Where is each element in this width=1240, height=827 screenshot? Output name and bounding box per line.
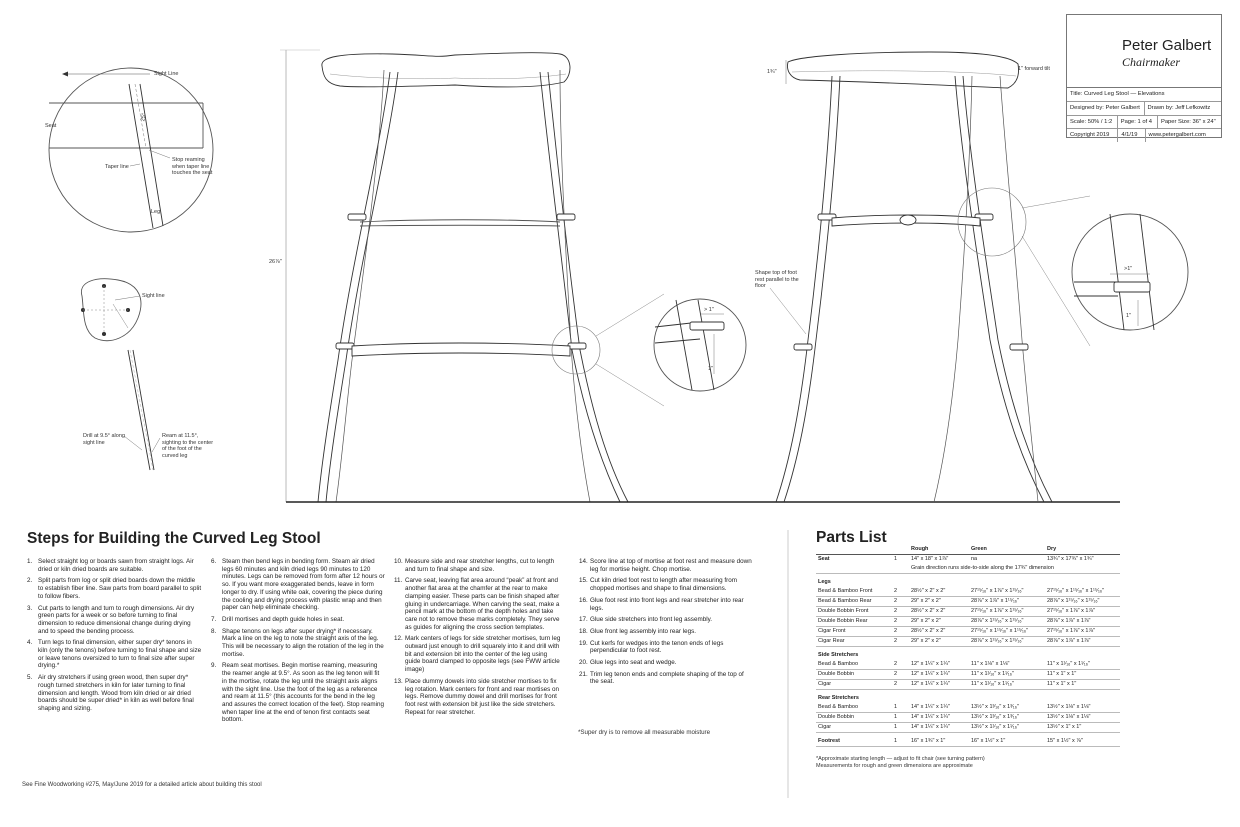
- steps-list: [27, 558, 202, 713]
- parts-cell-qty: 2: [892, 617, 909, 627]
- parts-cell-name: Double Bobbin: [816, 670, 892, 680]
- step-number: 5.: [27, 674, 33, 682]
- parts-cell-name: Double Bobbin Front: [816, 607, 892, 617]
- label-drill: Drill at 9.5° along sight line: [83, 433, 125, 446]
- parts-row: [816, 703, 1120, 713]
- tb-designed-by: Designed by: Peter Galbert: [1067, 102, 1145, 115]
- label-ream: Ream at 11.5°, sighting to the center of the foot of the curved leg: [162, 433, 214, 459]
- parts-cell-green: 27¹⁵⁄₁₆" x 1⅞" x 1¹⁵⁄₁₆": [969, 607, 1045, 617]
- dim-1-side: 1": [1126, 313, 1132, 319]
- parts-cell-rough: 28½" x 2" x 2": [909, 607, 969, 617]
- step-item: [579, 597, 754, 612]
- step-text: Cut parts to length and turn to rough dimensions. Air dry green parts for a week or so before turning to final dimension to reduce dimensional change during drying and to speed the bending process.: [38, 604, 195, 635]
- title-block: [1066, 14, 1222, 138]
- seat-plan-shape: [81, 279, 141, 341]
- parts-cell-name: Bead & Bamboo: [816, 660, 892, 670]
- step-item: [579, 616, 754, 624]
- parts-cell-name: Double Bobbin: [816, 713, 892, 723]
- parts-list: [816, 545, 1120, 770]
- parts-note-2: Measurements for rough and green dimensions are approximate: [816, 763, 973, 769]
- steps-col-4: [579, 558, 754, 690]
- parts-cell-qty: 2: [892, 680, 909, 690]
- step-item: [579, 577, 754, 592]
- parts-cell-rough: 29" x 2" x 2": [909, 637, 969, 647]
- parts-cell-rough: 14" x 1¼" x 1¼": [909, 723, 969, 733]
- steps-col-1: [27, 558, 202, 717]
- seat-qty: 1: [894, 556, 898, 562]
- step-item: [27, 674, 202, 713]
- step-number: 13.: [394, 677, 403, 685]
- parts-row: [816, 723, 1120, 733]
- parts-cell-name: Cigar: [816, 723, 892, 733]
- step-item: [27, 605, 202, 636]
- parts-cell-dry: 11" x 1" x 1": [1045, 680, 1120, 690]
- seat-rough: 14" x 18" x 1⅞": [911, 556, 949, 562]
- parts-cell-name: Double Bobbin Rear: [816, 617, 892, 627]
- dim-1-front: 1": [708, 366, 714, 372]
- step-number: 3.: [27, 604, 33, 612]
- parts-row: [816, 670, 1120, 680]
- step-text: Glue foot rest into front legs and rear stretcher into rear legs.: [590, 596, 744, 612]
- parts-cell-qty: 2: [892, 597, 909, 607]
- parts-group-row: [816, 690, 1120, 704]
- seat-detail-circle: [49, 68, 213, 232]
- parts-cell-qty: 2: [892, 670, 909, 680]
- parts-group-label: Side Stretchers: [818, 652, 859, 658]
- parts-cell-qty: 2: [892, 637, 909, 647]
- step-text: Turn legs to final dimension, either super dry* tenons in kiln (only the tenons) before turning to final shape and size or leave tenons oversized to turn to final size after super drying.*: [38, 639, 202, 670]
- title-block-logo: [1067, 15, 1221, 88]
- dim-gt1-side: >1": [1124, 266, 1133, 272]
- step-text: Place dummy dowels into side stretcher mortises to fix leg rotation. Mark centers for front and rear mortises on legs. Remove dummy dowel and drill mortises for front foot rest with extension bit just like the side stretchers. Repeat for rear stretcher.: [405, 677, 559, 716]
- step-text: Measure side and rear stretcher lengths, cut to length and turn to final shape and size.: [405, 558, 555, 573]
- parts-cell-dry: 27¹⁵⁄₁₆" x 1¹⁵⁄₁₆" x 1¹⁵⁄₁₆": [1045, 587, 1120, 597]
- parts-cell-name: Bead & Bamboo Front: [816, 587, 892, 597]
- parts-row: [816, 607, 1120, 617]
- step-item: [211, 616, 385, 624]
- tb-scale: Scale: 50% / 1:2: [1067, 116, 1118, 129]
- step-number: 12.: [394, 635, 403, 643]
- parts-cell-green: 28⅞" x 1¹⁵⁄₁₆" x 1¹⁵⁄₁₆": [969, 617, 1045, 627]
- parts-cell-rough: 12" x 1¼" x 1¼": [909, 670, 969, 680]
- step-item: [27, 639, 202, 670]
- parts-row: [816, 617, 1120, 627]
- step-number: 15.: [579, 577, 588, 585]
- step-number: 7.: [211, 615, 217, 623]
- step-number: 18.: [579, 627, 588, 635]
- step-item: [394, 577, 564, 631]
- parts-group-label: Legs: [818, 579, 831, 585]
- parts-cell-name: Footrest: [816, 737, 892, 747]
- parts-cell-qty: 1: [892, 737, 909, 747]
- parts-cell-rough: 28½" x 2" x 2": [909, 627, 969, 637]
- parts-cell-green: 11" x 1⅛" x 1⅛": [969, 660, 1045, 670]
- parts-row: [816, 737, 1120, 747]
- step-item: [211, 628, 385, 659]
- step-number: 16.: [579, 596, 588, 604]
- parts-row: [816, 713, 1120, 723]
- step-text: Score line at top of mortise at foot rest and measure down leg for mortise height. Chop mortise.: [590, 558, 752, 573]
- dim-gt1-front: > 1": [704, 307, 714, 313]
- parts-cell-dry: 28⅞" x 1⅞" x 1⅞": [1045, 637, 1120, 647]
- parts-group-label: Rear Stretchers: [818, 695, 859, 701]
- parts-cell-dry: 13½" x 1⅛" x 1⅛": [1045, 713, 1120, 723]
- tb-row-title: [1067, 88, 1221, 102]
- seat-row: [816, 555, 1120, 565]
- col-dry: Dry: [1045, 545, 1120, 555]
- parts-cell-rough: 16" x 1¾" x 1": [909, 737, 969, 747]
- tb-website: www.petergalbert.com: [1148, 132, 1206, 139]
- parts-cell-name: Bead & Bamboo: [816, 703, 892, 713]
- step-number: 11.: [394, 577, 403, 585]
- parts-cell-green: 11" x 1¹⁄₁₆" x 1¹⁄₁₆": [969, 670, 1045, 680]
- parts-cell-name: Cigar: [816, 680, 892, 690]
- seat-green: na: [971, 556, 978, 562]
- step-item: [394, 635, 564, 674]
- step-text: Shape tenons on legs after super drying* if necessary. Mark a line on the leg to note the straight axis of the leg. This will be necessary to align the rotation of the leg in the mortise.: [222, 627, 384, 658]
- front-seat: [322, 53, 570, 87]
- step-number: 6.: [211, 558, 217, 565]
- step-item: [579, 671, 754, 686]
- step-text: Cut kiln dried foot rest to length after measuring from chopped mortises and shape to final dimensions.: [590, 577, 737, 593]
- tb-copyright: Copyright 2019: [1067, 129, 1118, 142]
- step-text: Split parts from log or split dried boards down the middle to establish fiber line. Saw parts from board parallel to split to follow fibers.: [38, 577, 202, 600]
- parts-cell-dry: 13½" x 1" x 1": [1045, 723, 1120, 733]
- parts-row: [816, 587, 1120, 597]
- seat-note-row: [816, 564, 1120, 574]
- parts-cell-green: 28⅞" x 1¹⁵⁄₁₆" x 1¹⁵⁄₁₆": [969, 637, 1045, 647]
- super-dry-note: *Super dry is to remove all measurable moisture: [578, 729, 711, 736]
- seat-dry: 13¾" x 17¾" x 1¾": [1047, 556, 1094, 562]
- brand-name: Peter Galbert: [1122, 37, 1212, 54]
- tb-drawn-by: Drawn by: Jeff Lefkowitz: [1147, 104, 1211, 111]
- parts-cell-dry: 28⅞" x 1¹⁵⁄₁₆" x 1¹⁵⁄₁₆": [1045, 597, 1120, 607]
- step-number: 21.: [579, 670, 588, 678]
- steps-list: [211, 558, 385, 724]
- label-taper-line: Taper line: [105, 164, 129, 170]
- parts-cell-rough: 29" x 2" x 2": [909, 617, 969, 627]
- parts-cell-green: 27¹⁵⁄₁₆" x 1¹⁵⁄₁₆" x 1¹⁵⁄₁₆": [969, 627, 1045, 637]
- tb-row-designers: [1067, 102, 1221, 116]
- label-stop-reaming: Stop reaming when taper line touches the seat: [172, 157, 213, 176]
- step-text: Ream seat mortises. Begin mortise reaming, measuring the reamer angle at 9.5°. As soon as the leg tenon will fit in the mortise, rotate the leg until the straight axis aligns with the sight line. Use the foot of the leg as a reference and ream at 11.5° (this accounts for the bend in the leg and assures the correct location of the feet). Stop reaming when taper line at the end of tenon first contacts seat bottom.: [222, 662, 385, 724]
- step-text: Glue front leg assembly into rear legs.: [590, 627, 697, 635]
- step-text: Air dry stretchers if using green wood, then super dry* rough turned stretchers in kiln for later turning to final dimension and length. Wood from kiln dried or air dried boards should be super dried* in kiln as well before final shaping and sizing.: [38, 674, 194, 712]
- tb-row-scale: [1067, 116, 1221, 130]
- label-leg: Leg: [151, 209, 161, 215]
- parts-cell-dry: 13½" x 1⅛" x 1⅛": [1045, 703, 1120, 713]
- tb-title: Title: Curved Leg Stool — Elevations: [1070, 91, 1165, 97]
- parts-cell-qty: 1: [892, 713, 909, 723]
- step-text: Trim leg tenon ends and complete shaping of the top of the seat.: [590, 670, 744, 686]
- steps-col-2: [211, 558, 385, 728]
- dim-forward-tilt: 1" forward tilt: [1018, 66, 1050, 72]
- step-text: Cut kerfs for wedges into the tenon ends of legs perpendicular to foot rest.: [590, 639, 724, 655]
- step-number: 14.: [579, 558, 588, 565]
- brand-sub: Chairmaker: [1122, 55, 1180, 69]
- parts-cell-qty: 2: [892, 607, 909, 617]
- parts-row: [816, 680, 1120, 690]
- parts-table: [816, 545, 1120, 747]
- steps-col-3: [394, 558, 564, 720]
- parts-cell-rough: 12" x 1¼" x 1¼": [909, 660, 969, 670]
- step-number: 10.: [394, 558, 403, 565]
- dim-seat-thickness: 1¾": [767, 69, 777, 75]
- step-number: 19.: [579, 639, 588, 647]
- step-item: [27, 577, 202, 600]
- parts-cell-dry: 28⅞" x 1⅞" x 1⅞": [1045, 617, 1120, 627]
- parts-cell-green: 13½" x 1¹⁄₁₆" x 1¹⁄₁₆": [969, 723, 1045, 733]
- step-number: 2.: [27, 577, 33, 585]
- dim-height: 26⅞": [269, 259, 282, 265]
- step-number: 20.: [579, 659, 588, 667]
- parts-cell-green: 13½" x 1³⁄₁₆" x 1³⁄₁₆": [969, 703, 1045, 713]
- parts-cell-qty: 2: [892, 627, 909, 637]
- seat-name: Seat: [818, 556, 830, 562]
- parts-cell-qty: 1: [892, 723, 909, 733]
- parts-cell-dry: 27¹⁵⁄₁₆" x 1⅞" x 1⅞": [1045, 607, 1120, 617]
- parts-cell-dry: 11" x 1¹⁄₁₆" x 1¹⁄₁₆": [1045, 660, 1120, 670]
- tb-date: 4/1/19: [1118, 129, 1145, 142]
- parts-cell-name: Cigar Rear: [816, 637, 892, 647]
- rear-left-leg: [336, 70, 384, 502]
- side-seat: [788, 52, 1019, 88]
- parts-cell-rough: 14" x 1¼" x 1¼": [909, 703, 969, 713]
- parts-cell-green: 27¹⁵⁄₁₆" x 1⅞" x 1¹⁵⁄₁₆": [969, 587, 1045, 597]
- parts-cell-dry: 27¹⁵⁄₁₆" x 1⅞" x 1⅞": [1045, 627, 1120, 637]
- steps-list: [394, 558, 564, 716]
- parts-cell-rough: 14" x 1¼" x 1¼": [909, 713, 969, 723]
- parts-cell-green: 13½" x 1³⁄₁₆" x 1³⁄₁₆": [969, 713, 1045, 723]
- step-text: Mark centers of legs for side stretcher mortises, turn leg outward just enough to drill squarely into it and drill with bit and extension bit into the center of the leg using guide board clamped to opposite legs (see FWW article image): [405, 635, 561, 674]
- parts-group-row: [816, 574, 1120, 588]
- step-item: [211, 662, 385, 724]
- parts-cell-green: 11" x 1¹⁄₁₆" x 1¹⁄₁₆": [969, 680, 1045, 690]
- step-item: [579, 558, 754, 573]
- step-text: Carve seat, leaving flat area around “peak” at front and another flat area at the chamfer at the rear to make clamping easier. These parts can be finish shaped after gluing in undercarriage. When carving the seat, make a pencil mark at the bottom of the depth holes and take care not to remove these marks completely. They serve as guides for aligning the cross section templates.: [405, 577, 560, 631]
- step-item: [579, 628, 754, 636]
- step-number: 17.: [579, 616, 588, 624]
- step-text: Glue side stretchers into front leg assembly.: [590, 616, 713, 624]
- col-rough: Rough: [909, 545, 969, 555]
- parts-cell-rough: 12" x 1¼" x 1¼": [909, 680, 969, 690]
- parts-cell-dry: 15" x 1½" x ⅞": [1045, 737, 1120, 747]
- label-sight-line-top: Sight Line: [154, 71, 179, 77]
- tb-row-copyright: [1067, 129, 1221, 142]
- tb-page: Page: 1 of 4: [1118, 116, 1158, 129]
- step-item: [394, 678, 564, 717]
- step-number: 8.: [211, 627, 217, 635]
- step-item: [394, 558, 564, 573]
- parts-cell-rough: 28½" x 2" x 2": [909, 587, 969, 597]
- step-text: Glue legs into seat and wedge.: [590, 659, 677, 667]
- parts-cell-dry: 11" x 1" x 1": [1045, 670, 1120, 680]
- step-number: 4.: [27, 639, 33, 647]
- step-item: [579, 640, 754, 655]
- parts-cell-name: Cigar Front: [816, 627, 892, 637]
- step-number: 1.: [27, 558, 33, 565]
- parts-cell-qty: 2: [892, 660, 909, 670]
- parts-cell-name: Bead & Bamboo Rear: [816, 597, 892, 607]
- tb-paper: Paper Size: 36" x 24": [1160, 118, 1216, 125]
- parts-cell-rough: 29" x 2" x 2": [909, 597, 969, 607]
- parts-row: [816, 637, 1120, 647]
- step-item: [211, 558, 385, 612]
- parts-cell-green: 16" x 1½" x 1": [969, 737, 1045, 747]
- parts-note-1: *Approximate starting length — adjust to fit chair (see turning pattern): [816, 756, 985, 762]
- steps-list: [579, 558, 754, 686]
- label-shape-footrest: Shape top of foot rest parallel to the floor: [755, 270, 799, 289]
- step-text: Drill mortises and depth guide holes in seat.: [222, 615, 345, 623]
- parts-group-row: [816, 647, 1120, 661]
- steps-heading: Steps for Building the Curved Leg Stool: [27, 530, 321, 547]
- parts-heading: Parts List: [816, 529, 887, 546]
- step-item: [579, 659, 754, 667]
- label-angle: 25°: [140, 112, 148, 122]
- step-number: 9.: [211, 662, 217, 670]
- side-rear-leg: [955, 76, 1044, 502]
- parts-cell-qty: 1: [892, 703, 909, 713]
- parts-row: [816, 660, 1120, 670]
- col-green: Green: [969, 545, 1045, 555]
- front-stretcher: [360, 220, 560, 222]
- fww-note: See Fine Woodworking #275, May/June 2019 for a detailed article about building this stool: [22, 782, 262, 788]
- step-item: [27, 558, 202, 573]
- step-text: Steam then bend legs in bending form. Steam air dried legs 60 minutes and kiln dried legs 90 minutes to 120 minutes. Legs can be removed from form after 12 hours or so. If you want more exaggerated bends, leave in form longer to dry. If using white oak, covering the piece during the cooling and drying process with plastic wrap and then paper can help eliminate checking.: [222, 558, 385, 612]
- parts-header-row: [816, 545, 1120, 555]
- parts-row: [816, 627, 1120, 637]
- seat-note: Grain direction runs side-to-side along the 17¾" dimension: [909, 564, 1120, 574]
- label-sight-line-mid: Sight line: [142, 293, 165, 299]
- parts-cell-green: 28⅞" x 1⅞" x 1¹⁵⁄₁₆": [969, 597, 1045, 607]
- parts-row: [816, 597, 1120, 607]
- parts-cell-qty: 2: [892, 587, 909, 597]
- step-text: Select straight log or boards sawn from straight logs. Air dried or kiln dried boards are suitable.: [38, 558, 194, 573]
- label-seat: Seat: [45, 123, 57, 129]
- foot-rest: [352, 343, 570, 356]
